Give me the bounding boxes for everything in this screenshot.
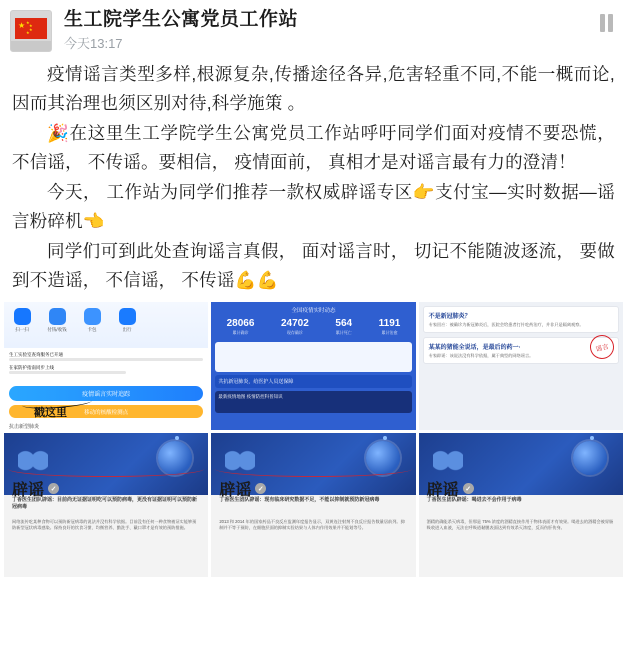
article-paragraph: 疫情谣言类型多样,根源复杂,传播途径各异,危害轻重不同,不能一概而论,因而其治理也须区别对待,科学施策 。 [12, 64, 615, 113]
debunk-badge-text: 辟谣 [12, 482, 45, 499]
rumor-answer: 专家回应：被确诊为新冠肺炎后，医院会给患者打针吃药治疗，并非只是隔离观察。 [428, 322, 584, 327]
rumor-answer: 专家辟谣：该说法没有科学依据，属于典型的网络谣言。 [428, 353, 534, 358]
stat-item [227, 318, 255, 336]
image-debunk-card-3[interactable] [419, 433, 623, 577]
header-text-block [64, 8, 595, 52]
virus-icon [573, 441, 607, 475]
rumor-question: 某某的猪能全说话，是最后的药一· [428, 345, 521, 351]
app-icon-travel[interactable] [114, 308, 140, 333]
app-icon-scan[interactable] [9, 308, 35, 333]
article-header [0, 0, 627, 56]
article-paragraph: 今天， 工作站为同学们推荐一款权威辟谣专区👉支付宝—实时数据—谣言粉碎机👈 [12, 182, 615, 231]
stat-item [281, 318, 309, 336]
stat-value: 564 [335, 318, 353, 329]
stat-label: 现存确诊 [286, 330, 303, 335]
image-debunk-card-2[interactable] [211, 433, 415, 577]
image-rumor-qa[interactable] [419, 302, 623, 430]
debunk-summary: 丁香医生团队辟谣：目前尚无证据证明吃可以预防病毒，更没有证据证明可以预防新冠病毒 [12, 497, 198, 510]
image-epidemic-dashboard[interactable] [211, 302, 415, 430]
debunk-badge-text: 辟谣 [219, 482, 252, 499]
dashboard-links[interactable]: 最新疫情地图 疫情防控科普知识 [215, 391, 411, 413]
debunk-summary: 丁香医生团队辟谣：喝进去不会作用于病毒 [426, 497, 522, 503]
check-icon: ✓ [48, 483, 59, 494]
app-content-lines [4, 348, 208, 382]
dashboard-banner[interactable] [215, 375, 411, 388]
avatar-base [11, 41, 51, 51]
annotation-underline [8, 461, 204, 477]
check-icon: ✓ [255, 483, 266, 494]
image-alipay-screenshot[interactable] [4, 302, 208, 430]
pause-icon[interactable] [595, 12, 617, 34]
app-icon-label: 扫一扫 [15, 327, 29, 332]
rumor-stamp-icon: 谣言 [587, 332, 616, 361]
article-paragraph: 同学们可到此处查询谣言真假， 面对谣言时， 切记不能随波逐流， 要做到不造谣， 不信谣， 不传谣💪💪 [12, 241, 615, 290]
dashboard-chart-panel [215, 342, 411, 372]
stat-value: 24702 [281, 318, 309, 329]
lungs-icon [433, 445, 463, 471]
timestamp: 今天13:17 [64, 36, 123, 51]
stat-label: 累计治愈 [381, 330, 398, 335]
app-icon-label: 付钱/收钱 [47, 327, 67, 332]
app-line-text: 在家防护指南同步上线 [9, 365, 54, 370]
check-icon: ✓ [463, 483, 474, 494]
stat-item [379, 318, 401, 336]
app-icon-row [9, 308, 203, 333]
annotation-underline [215, 461, 411, 477]
app-footer-label: 抗击新型肺炎 [9, 424, 40, 430]
app-line-text: 生工实验室查询服务已开通 [9, 352, 63, 357]
dashboard-stats [211, 316, 415, 340]
rumor-card [423, 306, 619, 333]
debunk-summary: 丁香医生团队辟谣：现有临床研究数据不足，不能以抑制就预防新冠病毒 [219, 497, 380, 503]
article-paragraph: 🎉在这里生工学院学生公寓党员工作站呼吁同学们面对疫情不要恐慌， 不信谣， 不传谣。要相信， 疫情面前， 真相才是对谣言最有力的澄清！ [12, 123, 615, 172]
dashboard-banner-text: 共抗新冠肺炎，给医护人员送保障 [218, 379, 294, 385]
epidemic-tracking-button[interactable]: 疫情谣言实时追踪 [9, 386, 203, 401]
debunk-body: 酒精的确能杀灭病毒，但那是 75% 浓度的酒精直接作用于物体表面才有效果。喝进去的酒精会被胃肠吸收进入血液，无法在呼吸道黏膜表面达到有效杀灭浓度，反而伤肝伤身。 [426, 519, 614, 531]
rumor-card [423, 337, 619, 364]
stat-item [335, 318, 352, 336]
stat-label: 累计死亡 [335, 330, 352, 335]
app-top-bar [4, 302, 208, 348]
stat-value: 1191 [378, 318, 401, 329]
nucleic-test-button[interactable]: 移动的核酸检测点 [9, 405, 203, 418]
app-icon-label: 出行 [122, 327, 132, 332]
app-icon-label: 卡包 [87, 327, 97, 332]
annotation-label: 戳这里 [34, 407, 67, 419]
dashboard-heading: 全国疫情实时动态 [291, 308, 336, 314]
avatar[interactable] [10, 10, 52, 52]
image-grid [0, 302, 627, 581]
article-body [0, 56, 627, 302]
chinese-flag-avatar-icon: ★ ★ ★ ★ ★ [15, 18, 47, 39]
debunk-body: 网络流传吃某种食物可以预防新冠病毒的说法并没有科学依据。目前没有任何一种食物被证实能够预防新型冠状病毒感染。保持良好的饮食习惯、均衡营养、勤洗手、戴口罩才是有效的预防措施。 [12, 519, 197, 531]
rumor-question: 不是新冠肺炎？ [428, 314, 471, 320]
stat-value: 28066 [226, 318, 255, 329]
stat-label: 累计确诊 [232, 330, 249, 335]
app-icon-pay[interactable] [44, 308, 70, 333]
image-debunk-card-1[interactable] [4, 433, 208, 577]
app-icon-cards[interactable] [79, 308, 105, 333]
debunk-body: 2013 和 2014 年的国家药品不良反应监测年度报告显示，双黄连注射剂不良反应报告数量居前列。抑制并不等于预防，在细胞层面的抑制实验结果与人体内作用效果并不能划等号。 [219, 519, 405, 531]
debunk-badge-text: 辟谣 [426, 482, 459, 499]
page-title: 生工院学生公寓党员工作站 [64, 9, 299, 30]
